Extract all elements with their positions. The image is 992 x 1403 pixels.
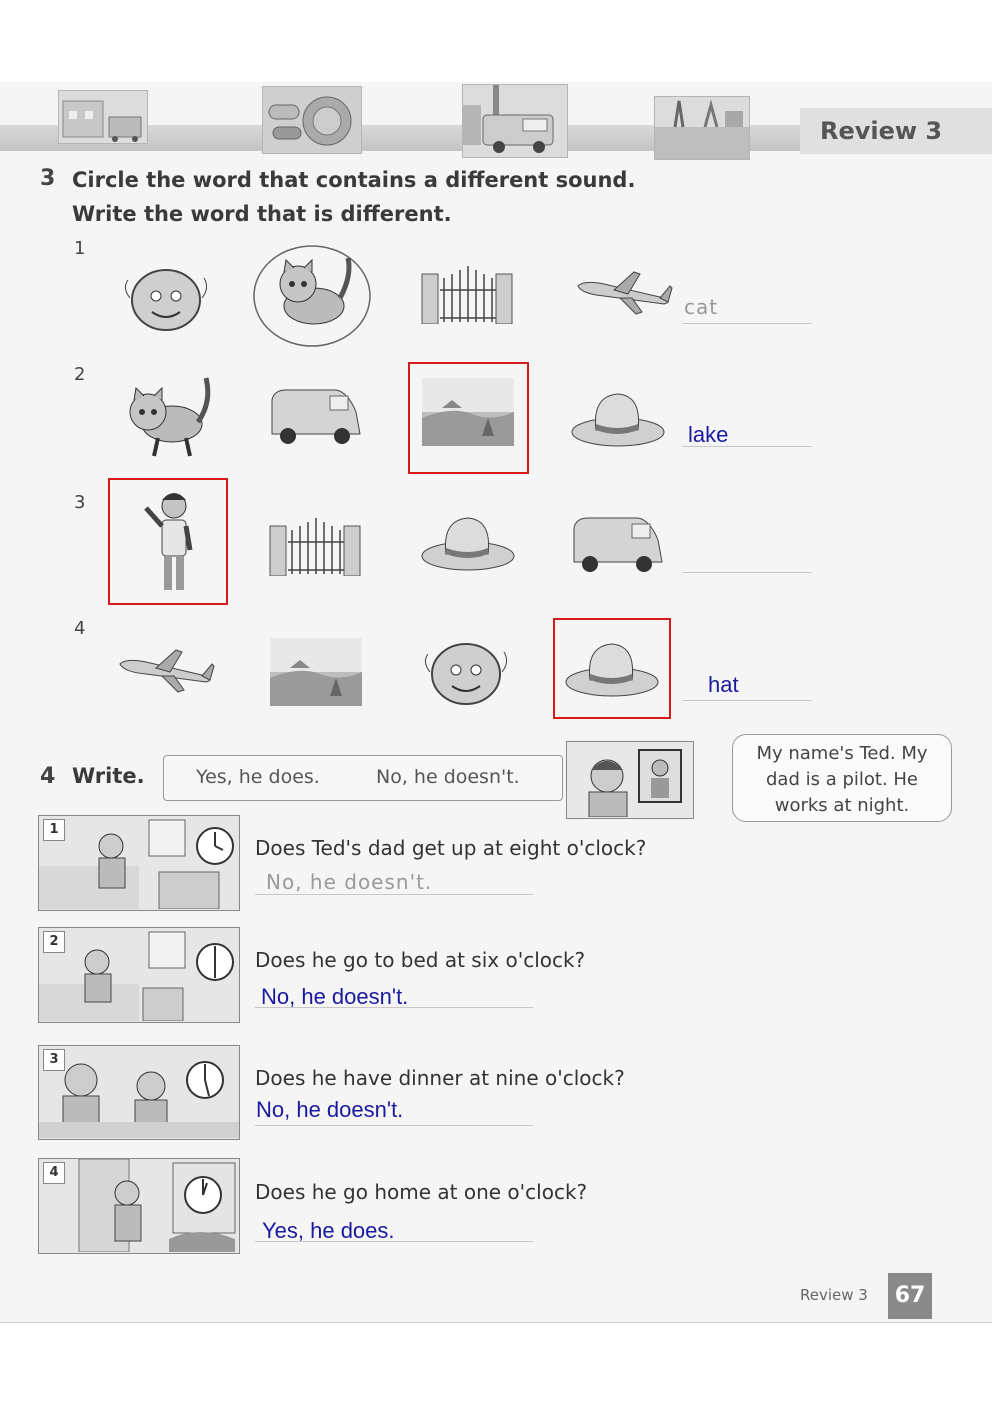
question-1-answer-line [255,894,533,895]
scene-picture-1 [38,815,240,911]
speech-line: dad is a pilot. He [765,769,918,790]
scene-number: 3 [43,1049,65,1071]
plane-icon [116,646,216,698]
scene-picture-2 [38,927,240,1023]
scene-picture-3 [38,1045,240,1140]
cat-icon [118,372,214,466]
row-number: 3 [74,492,86,513]
gate-icon [420,260,514,328]
scene-picture-4 [38,1158,240,1254]
word-option: Yes, he does. [196,766,320,788]
cat-icon [252,236,374,352]
face-icon [120,258,212,340]
selected-answer-box [408,362,529,474]
speech-line: works at night. [774,795,910,816]
exercise-4-instruction: Write. [72,764,145,788]
gate-icon [268,512,362,580]
question-4-answer-line [255,1241,533,1242]
row-number: 1 [74,238,86,259]
exercise-4-number: 4 [40,764,56,789]
ted-with-photo-picture [566,741,694,819]
row-3-answer-line [682,572,812,573]
lake-icon [270,638,362,710]
exercise-3-number: 3 [40,166,56,191]
speech-line: My name's Ted. My [756,743,928,764]
van-icon [568,514,666,578]
selected-answer-box [553,618,671,719]
exercise-3-instruction-line1: Circle the word that contains a different sound. [72,168,636,192]
question-4-text: Does he go home at one o'clock? [255,1180,588,1204]
word-options-box [163,755,563,801]
row-4-answer-line [682,700,812,701]
question-4-typed-answer[interactable]: Yes, he does. [262,1218,395,1243]
question-3-typed-answer[interactable]: No, he doesn't. [256,1097,404,1122]
row-4-typed-answer[interactable]: hat [708,672,739,697]
scene-number: 1 [43,819,65,841]
header-picture-van [462,84,568,158]
exercise-3-instruction-line2: Write the word that is different. [72,202,452,226]
scene-number: 2 [43,931,65,953]
question-3-answer-line [255,1125,533,1126]
header-picture-zoo [654,96,750,160]
review-tab: Review 3 [800,108,992,154]
row-1-answer-line [682,323,812,324]
footer-section-label: Review 3 [800,1286,868,1304]
row-2-typed-answer[interactable]: lake [688,422,729,447]
question-2-answer-line [255,1007,533,1008]
header-picture-street [58,90,148,144]
van-icon [266,386,364,450]
question-1-text: Does Ted's dad get up at eight o'clock? [255,836,647,860]
page-number: 67 [888,1273,932,1319]
question-2-text: Does he go to bed at six o'clock? [255,948,586,972]
row-number: 4 [74,618,86,639]
selected-answer-box [108,478,228,605]
row-1-answer-example: cat [684,295,719,319]
question-3-text: Does he have dinner at nine o'clock? [255,1066,625,1090]
face-icon [420,632,512,714]
hat-icon [420,514,516,578]
header-picture-sweets [262,86,362,154]
scene-number: 4 [43,1162,65,1184]
question-2-typed-answer[interactable]: No, he doesn't. [261,984,409,1009]
question-1-printed-answer: No, he doesn't. [266,870,433,894]
speech-bubble [732,734,952,822]
row-2-answer-line [682,446,812,447]
row-number: 2 [74,364,86,385]
hat-icon [570,390,666,454]
word-option: No, he doesn't. [376,766,520,788]
plane-icon [574,268,674,320]
